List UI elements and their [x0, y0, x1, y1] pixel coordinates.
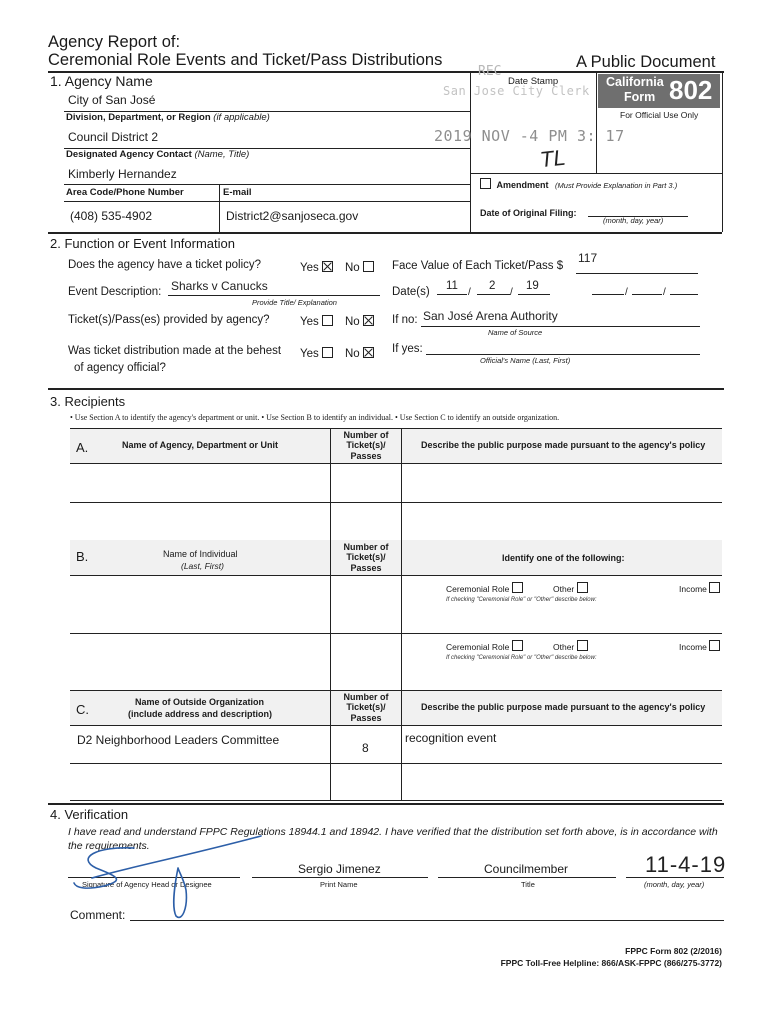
date-sep: /: [510, 287, 513, 298]
signature-label: Signature of Agency Head or Designee: [82, 880, 212, 889]
section-b-col1-line2: (Last, First): [181, 561, 224, 571]
b2-other[interactable]: [553, 640, 588, 652]
rule: [626, 877, 724, 878]
badge-state: California: [606, 75, 664, 89]
yes-label: Yes: [300, 316, 319, 328]
title-label: Title: [521, 880, 535, 889]
amendment-checkbox[interactable]: [480, 178, 491, 189]
official-hint: Official's Name (Last, First): [480, 356, 571, 365]
rule: [401, 540, 402, 690]
section-a-col3: Describe the public purpose made pursuant to the agency's policy: [421, 440, 706, 450]
contact-label-text: Designated Agency Contact: [66, 149, 192, 160]
provided-no[interactable]: [345, 315, 374, 328]
ceremonial-role-label: Ceremonial Role: [446, 584, 510, 594]
b2-ceremonial-role[interactable]: [446, 640, 523, 652]
no-label: No: [345, 316, 360, 328]
other-label: Other: [553, 642, 575, 652]
division-value[interactable]: Council District 2: [68, 130, 159, 144]
b2-other-checkbox[interactable]: [577, 640, 588, 651]
section-a-row[interactable]: [70, 502, 722, 503]
section-b-row[interactable]: [70, 633, 722, 634]
b1-ceremonial-role-checkbox[interactable]: [512, 582, 523, 593]
amendment-note: (Must Provide Explanation in Part 3.): [555, 181, 678, 190]
amendment-row: [480, 178, 677, 190]
section-b-letter: B.: [76, 549, 89, 564]
b2-income-checkbox[interactable]: [709, 640, 720, 651]
rule: [330, 428, 331, 540]
section-a-letter: A.: [76, 440, 89, 455]
rule: [632, 294, 662, 295]
rule: [670, 294, 698, 295]
b1-other-checkbox[interactable]: [577, 582, 588, 593]
section-a-col2: Number of Ticket(s)/ Passes: [343, 430, 389, 461]
no-label: No: [345, 262, 360, 274]
provided-no-checkbox[interactable]: [363, 315, 374, 326]
phone-value[interactable]: (408) 535-4902: [70, 209, 153, 223]
rule: [437, 294, 467, 295]
source-hint: Name of Source: [488, 328, 543, 337]
section-b-col1-line1: Name of Individual: [163, 549, 238, 559]
behest-question-1: Was ticket distribution made at the behest: [68, 345, 282, 357]
yes-label: Yes: [300, 348, 319, 360]
ticket-policy-no-checkbox[interactable]: [363, 261, 374, 272]
source-name[interactable]: San José Arena Authority: [423, 309, 558, 323]
rule: [330, 690, 331, 800]
stamp-received: REC: [478, 64, 502, 79]
behest-no[interactable]: [345, 347, 374, 360]
stamp-date: 2019 NOV -4 PM 3: 17: [434, 127, 625, 145]
rule: [330, 540, 331, 690]
yes-label: Yes: [300, 262, 319, 274]
official-name-field[interactable]: [426, 354, 700, 355]
provided-yes-checkbox[interactable]: [322, 315, 333, 326]
income-label: Income: [679, 584, 707, 594]
rule: [477, 294, 510, 295]
behest-yes[interactable]: [300, 347, 333, 360]
date-label: (month, day, year): [644, 880, 705, 889]
c-org-name[interactable]: D2 Neighborhood Leaders Committee: [77, 733, 280, 747]
title-value[interactable]: Councilmember: [484, 862, 569, 876]
verification-statement: I have read and understand FPPC Regulations 18944.1 and 18942. I have verified that the distribution set forth above, is in accordance with the requirements.: [68, 826, 718, 852]
comment-label: Comment:: [70, 908, 126, 922]
division-label-text: Division, Department, or Region: [66, 112, 211, 123]
contact-value[interactable]: Kimberly Hernandez: [68, 167, 177, 181]
b1-ceremonial-role[interactable]: [446, 582, 523, 594]
print-name-label: Print Name: [320, 880, 358, 889]
date-day[interactable]: 2: [489, 280, 496, 292]
ticket-policy-no[interactable]: [345, 261, 374, 274]
if-yes-label: If yes:: [392, 343, 423, 355]
section-c-row[interactable]: [70, 800, 722, 801]
face-value-label: Face Value of Each Ticket/Pass $: [392, 260, 564, 272]
form-title-line2: Ceremonial Role Events and Ticket/Pass Distributions: [48, 51, 443, 69]
comment-field[interactable]: [130, 920, 724, 921]
section3-heading: 3. Recipients: [50, 394, 126, 409]
other-label: Other: [553, 584, 575, 594]
c-ticket-count[interactable]: 8: [362, 741, 369, 755]
badge-number: 802: [669, 75, 713, 105]
rule: [168, 295, 380, 296]
date-year[interactable]: 19: [526, 280, 539, 292]
rule: [252, 877, 428, 878]
section2-heading: 2. Function or Event Information: [50, 236, 235, 251]
footer-form-id: FPPC Form 802 (2/2016): [625, 946, 722, 956]
date-stamp-label: Date Stamp: [508, 76, 559, 87]
rule: [219, 184, 220, 232]
stamp-clerk: San Jose City Clerk: [443, 84, 590, 98]
rule: [592, 294, 624, 295]
rule: [48, 388, 724, 390]
badge-form: Form: [624, 90, 656, 104]
ticket-policy-question: Does the agency have a ticket policy?: [68, 259, 262, 271]
rule: [48, 803, 724, 805]
section-b-col2: Number of Ticket(s)/ Passes: [343, 542, 389, 573]
no-label: No: [345, 348, 360, 360]
section-c-col3: Describe the public purpose made pursuant to the agency's policy: [421, 702, 706, 712]
event-desc-value[interactable]: Sharks v Canucks: [171, 279, 268, 293]
date-sep: /: [468, 287, 471, 298]
rule: [401, 428, 402, 540]
rule: [64, 201, 470, 202]
provided-yes[interactable]: [300, 315, 333, 328]
section-a-col1: Name of Agency, Department or Unit: [122, 440, 279, 450]
b1-income-checkbox[interactable]: [709, 582, 720, 593]
print-name-value[interactable]: Sergio Jimenez: [298, 862, 381, 876]
rule: [438, 877, 616, 878]
b2-income[interactable]: [679, 640, 720, 652]
c-purpose[interactable]: recognition event: [405, 731, 497, 745]
division-label: [66, 112, 270, 123]
section-c-row[interactable]: [70, 763, 722, 764]
agency-name-value[interactable]: City of San José: [68, 93, 156, 107]
rule: [518, 294, 550, 295]
footer-helpline: FPPC Toll-Free Helpline: 866/ASK-FPPC (866/275-3772): [500, 958, 722, 968]
rule: [596, 71, 597, 173]
sign-date-value[interactable]: 11-4-19: [645, 852, 727, 877]
section-b-col3: Identify one of the following:: [502, 553, 625, 563]
behest-yes-checkbox[interactable]: [322, 347, 333, 358]
rule: [401, 690, 402, 800]
face-value[interactable]: 117: [578, 251, 598, 265]
income-label: Income: [679, 642, 707, 652]
date-sep: /: [625, 287, 628, 298]
b1-checking-note: If checking "Ceremonial Role" or "Other" describe below:: [446, 597, 597, 603]
b1-income[interactable]: [679, 582, 720, 594]
rule: [64, 184, 470, 185]
rule: [48, 232, 470, 234]
section4-heading: 4. Verification: [50, 807, 129, 822]
rule: [470, 232, 722, 234]
section-c-letter: C.: [76, 702, 89, 717]
section-c-col1-line2: (include address and description): [128, 709, 273, 719]
received-initials: TL: [538, 144, 567, 173]
provided-question: Ticket(s)/Pass(es) provided by agency?: [68, 314, 270, 326]
original-filing-label: Date of Original Filing:: [480, 208, 577, 218]
contact-label: [66, 149, 249, 160]
section-c-col1-line1: Name of Outside Organization: [135, 697, 265, 707]
dates-label: Date(s): [392, 286, 430, 298]
phone-label: Area Code/Phone Number: [66, 187, 184, 198]
date-month[interactable]: 11: [446, 280, 458, 292]
rule: [470, 173, 722, 174]
event-desc-label: Event Description:: [68, 286, 162, 298]
rule: [722, 71, 723, 232]
event-desc-hint: Provide Title/ Explanation: [252, 298, 337, 307]
section-c-col2: Number of Ticket(s)/ Passes: [343, 692, 389, 723]
if-no-label: If no:: [392, 314, 418, 326]
b2-checking-note: If checking "Ceremonial Role" or "Other" describe below:: [446, 655, 597, 661]
original-filing-hint: (month, day, year): [603, 216, 664, 225]
official-use-label: For Official Use Only: [620, 110, 699, 120]
b1-other[interactable]: [553, 582, 588, 594]
email-label: E-mail: [223, 187, 252, 198]
form-title-line1: Agency Report of:: [48, 33, 181, 51]
contact-note: (Name, Title): [194, 149, 250, 160]
behest-question-2: of agency official?: [74, 362, 166, 374]
division-note: (if applicable): [213, 112, 270, 123]
ticket-policy-yes[interactable]: [300, 261, 333, 274]
email-value[interactable]: District2@sanjoseca.gov: [226, 209, 359, 223]
date-sep: /: [663, 287, 666, 298]
amendment-label: Amendment: [496, 180, 549, 190]
section3-instructions: • Use Section A to identify the agency's department or unit. • Use Section B to identify an individual. • Use Section C to identify an outside organization.: [70, 413, 560, 422]
ticket-policy-yes-checkbox[interactable]: [322, 261, 333, 272]
ceremonial-role-label: Ceremonial Role: [446, 642, 510, 652]
behest-no-checkbox[interactable]: [363, 347, 374, 358]
rule: [576, 273, 698, 274]
b2-ceremonial-role-checkbox[interactable]: [512, 640, 523, 651]
public-document-label: A Public Document: [576, 53, 716, 71]
rule: [421, 326, 700, 327]
section1-heading: 1. Agency Name: [50, 73, 153, 89]
